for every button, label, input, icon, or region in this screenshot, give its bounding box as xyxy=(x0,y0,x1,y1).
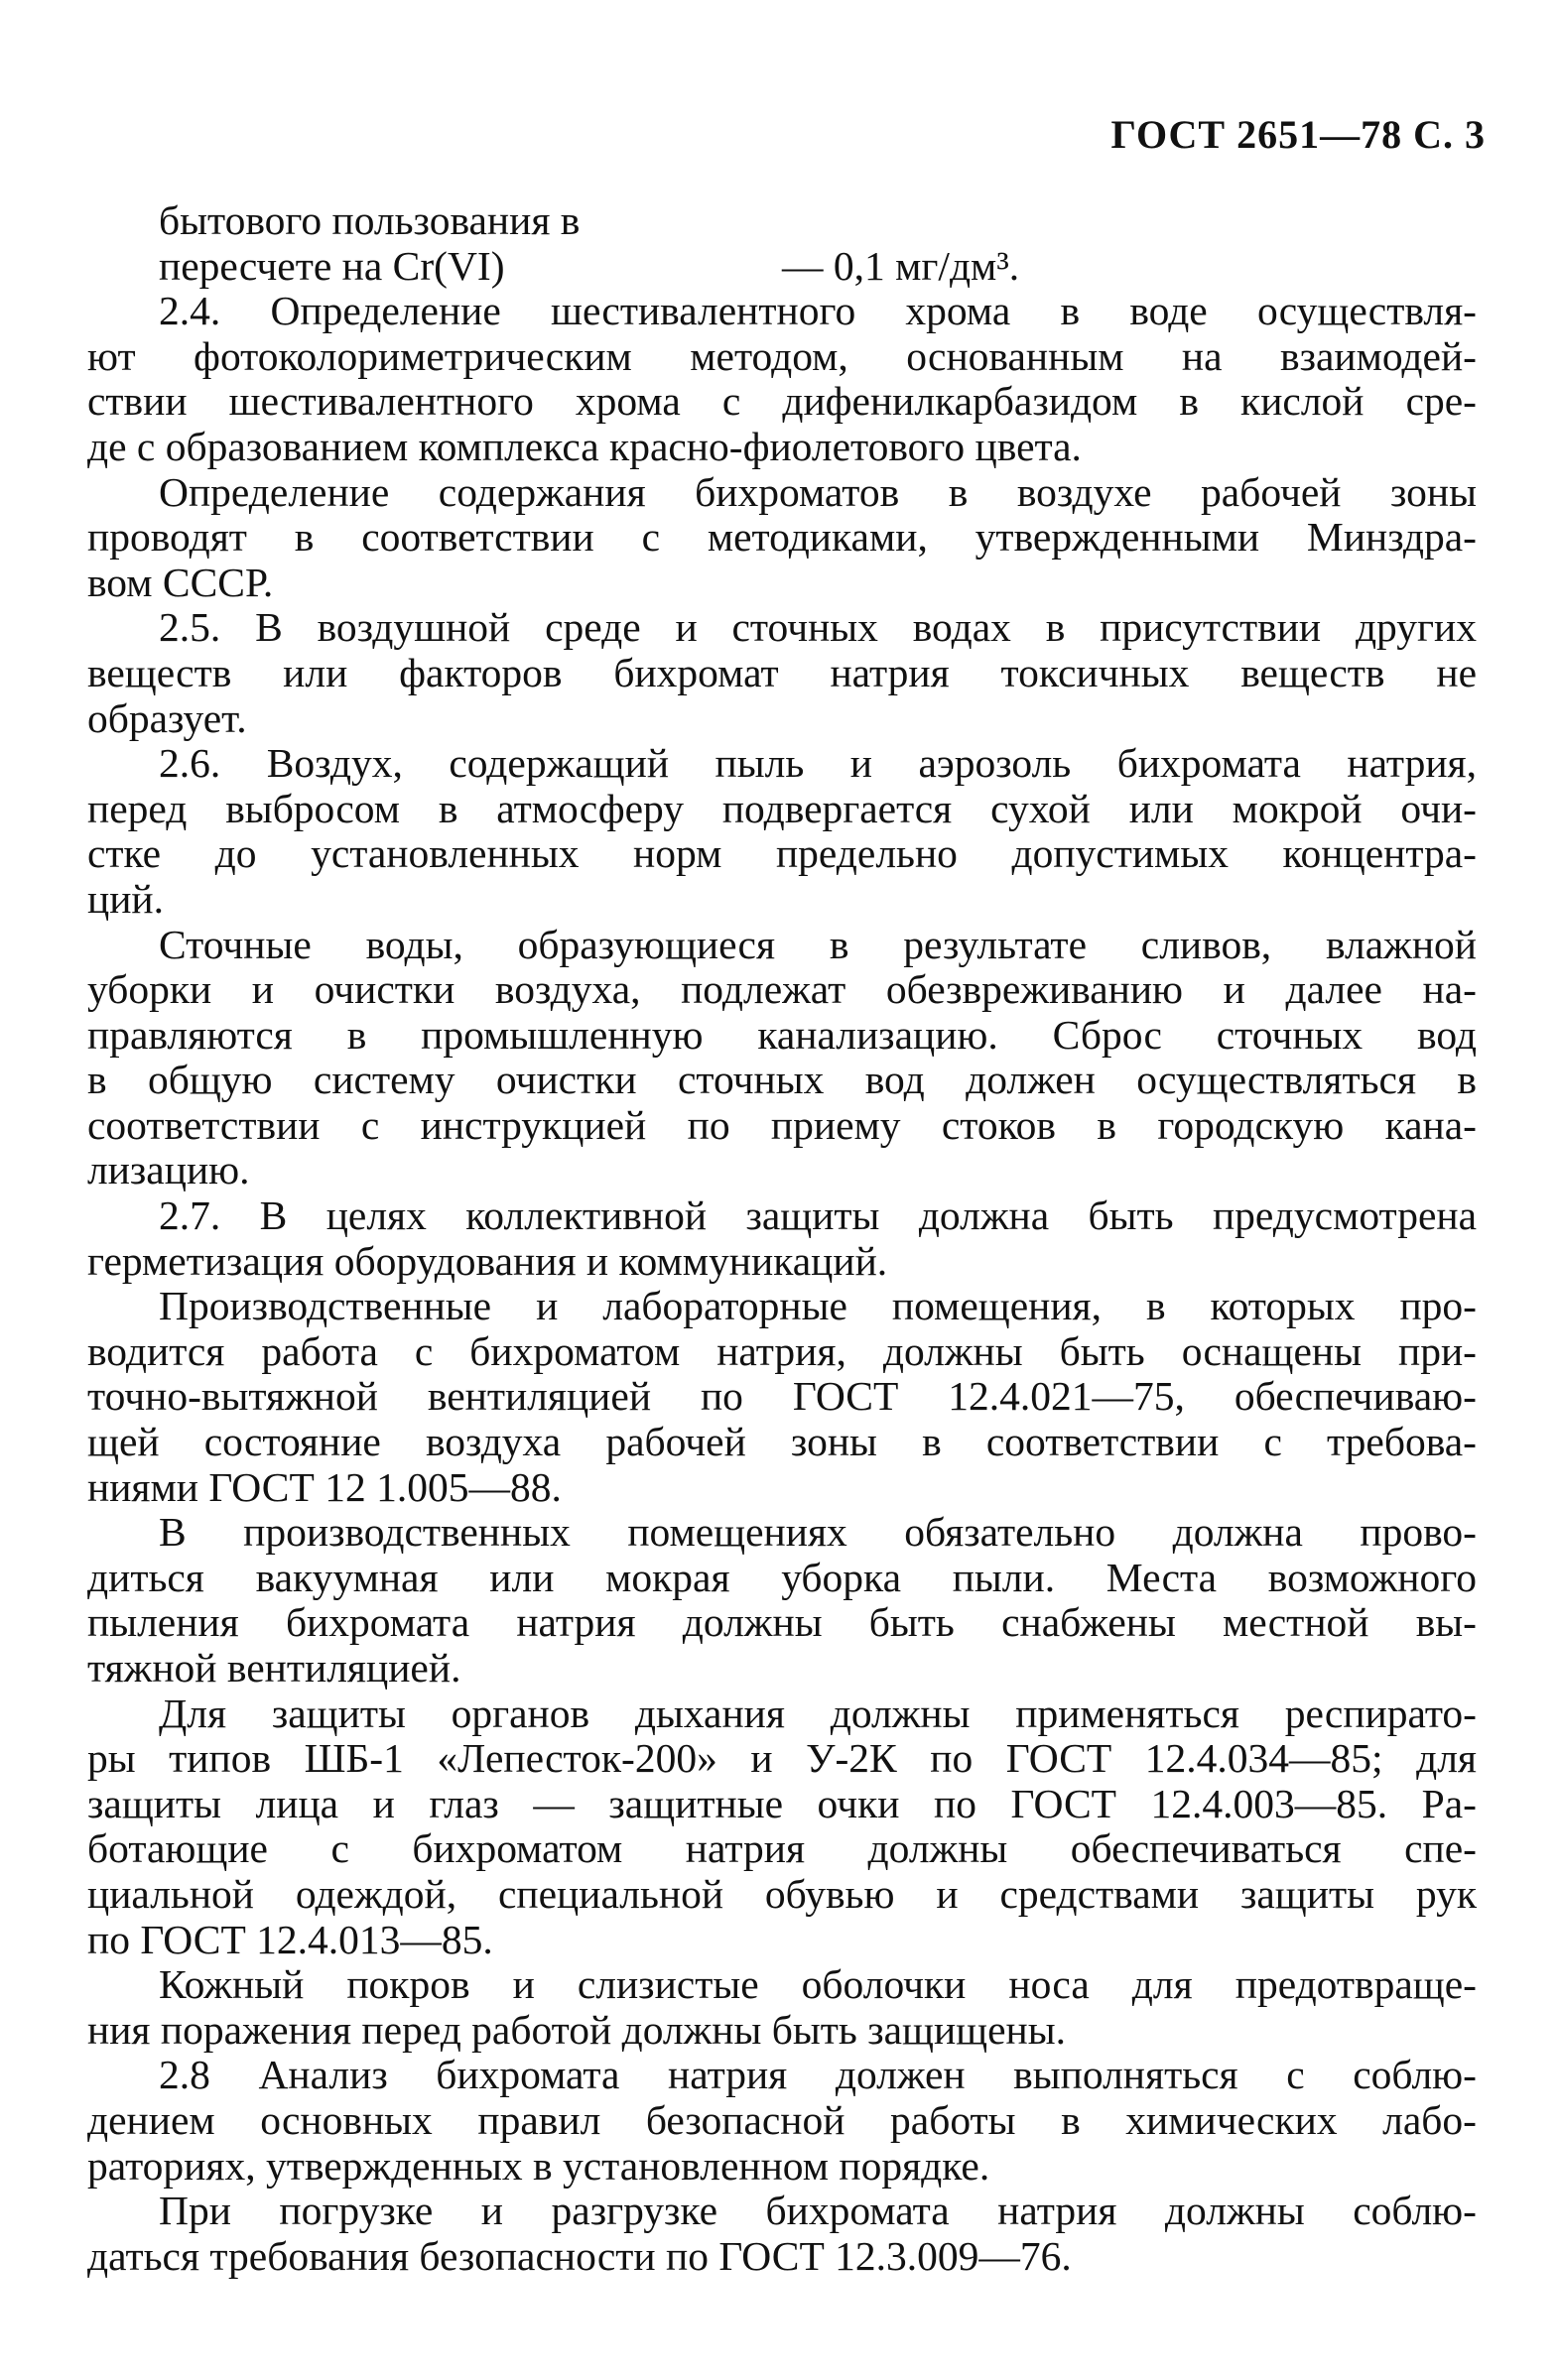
paragraph-line: тяжной вентиляцией. xyxy=(87,1645,461,1691)
paragraph-line: герметизация оборудования и коммуникаций. xyxy=(87,1237,888,1284)
paragraph-line: правляются в промышленную канализацию. Сброс сточных вод xyxy=(87,1011,1477,1058)
paragraph xyxy=(87,1284,1477,1510)
paragraph-line: в общую систему очистки сточных вод должен осуществляться в xyxy=(87,1057,1477,1103)
paragraph xyxy=(87,2189,1477,2279)
paragraph-line: ры типов ШБ-1 «Лепесток-200» и У-2К по ГОСТ 12.4.034—85; для xyxy=(87,1735,1477,1782)
paragraph-list xyxy=(87,289,1477,2279)
paragraph-line: 2.4. Определение шестивалентного хрома в воде осуществля- xyxy=(159,288,1477,334)
paragraph-line: При погрузке и разгрузке бихромата натрия должны соблю- xyxy=(159,2188,1477,2234)
paragraph xyxy=(87,470,1477,606)
paragraph-line: ют фотоколориметрическим методом, основанным на взаимодей- xyxy=(87,332,1477,379)
paragraph-line: даться требования безопасности по ГОСТ 12.3.009—76. xyxy=(87,2232,1072,2279)
paragraph-line: по ГОСТ 12.4.013—85. xyxy=(87,1916,493,1962)
paragraph-line: точно-вытяжной вентиляцией по ГОСТ 12.4.021—75, обеспечиваю- xyxy=(87,1373,1477,1420)
paragraph-line: пыления бихромата натрия должны быть снабжены местной вы- xyxy=(87,1599,1477,1646)
paragraph-line: ций. xyxy=(87,875,165,922)
intro-line-1: бытового пользования в xyxy=(159,197,581,243)
paragraph-line: циальной одеждой, специальной обувью и средствами защиты рук xyxy=(87,1870,1477,1917)
paragraph-line: 2.5. В воздушной среде и сточных водах в присутствии других xyxy=(159,604,1477,651)
paragraph-line: 2.6. Воздух, содержащий пыль и аэрозоль бихромата натрия, xyxy=(159,740,1477,787)
paragraph-line: раториях, утвержденных в установленном порядке. xyxy=(87,2142,990,2189)
paragraph-line: перед выбросом в атмосферу подвергается сухой или мокрой очи- xyxy=(87,785,1477,831)
paragraph-line: образует. xyxy=(87,694,247,741)
page-header: ГОСТ 2651—78 С. 3 xyxy=(1110,112,1486,157)
paragraph-line: веществ или факторов бихромат натрия токсичных веществ не xyxy=(87,649,1477,695)
paragraph-line: Кожный покров и слизистые оболочки носа для предотвраще- xyxy=(159,1961,1477,2008)
paragraph-line: ботающие с бихроматом натрия должны обеспечиваться спе- xyxy=(87,1825,1477,1872)
paragraph xyxy=(87,1962,1477,2053)
paragraph-line: вом СССР. xyxy=(87,559,274,605)
paragraph xyxy=(87,1510,1477,1691)
paragraph-line: 2.8 Анализ бихромата натрия должен выполняться с соблю- xyxy=(159,2052,1477,2098)
paragraph-line: ния поражения перед работой должны быть защищены. xyxy=(87,2006,1067,2053)
paragraph xyxy=(87,923,1477,1194)
paragraph-line: де с образованием комплекса красно-фиолетового цвета. xyxy=(87,423,1082,469)
document-body xyxy=(87,198,1477,2279)
paragraph-line: 2.7. В целях коллективной защиты должна быть предусмотрена xyxy=(159,1192,1477,1239)
paragraph-line: соответствии с инструкцией по приему стоков в городскую кана- xyxy=(87,1101,1477,1148)
paragraph-line: стке до установленных норм предельно допустимых концентра- xyxy=(87,830,1477,877)
paragraph-line: ниями ГОСТ 12 1.005—88. xyxy=(87,1463,562,1510)
paragraph xyxy=(87,605,1477,741)
intro-block xyxy=(87,198,1477,289)
paragraph xyxy=(87,1193,1477,1284)
paragraph-line: Производственные и лабораторные помещения, в которых про- xyxy=(159,1283,1477,1329)
paragraph-line: ствии шестивалентного хрома с дифенилкарбазидом в кислой сре- xyxy=(87,378,1477,425)
paragraph-line: лизацию. xyxy=(87,1147,250,1193)
paragraph-line: Определение содержания бихроматов в воздухе рабочей зоны xyxy=(159,468,1477,515)
paragraph-line: диться вакуумная или мокрая уборка пыли. Места возможного xyxy=(87,1554,1477,1600)
paragraph-line: водится работа с бихроматом натрия, должны быть оснащены при- xyxy=(87,1327,1477,1374)
paragraph-line: В производственных помещениях обязательно должна прово- xyxy=(159,1509,1477,1556)
paragraph-line: уборки и очистки воздуха, подлежат обезвреживанию и далее на- xyxy=(87,966,1477,1013)
paragraph-line: щей состояние воздуха рабочей зоны в соответствии с требова- xyxy=(87,1419,1477,1465)
paragraph xyxy=(87,2053,1477,2189)
intro-line-2 xyxy=(159,244,1477,290)
paragraph-line: Для защиты органов дыхания должны применяться респирато- xyxy=(159,1690,1477,1736)
paragraph xyxy=(87,741,1477,922)
intro-value: — 0,1 мг/дм³. xyxy=(782,242,1020,289)
paragraph-line: проводят в соответствии с методиками, утвержденными Минздра- xyxy=(87,514,1477,561)
intro-label: пересчете на Cr(VI) xyxy=(159,242,505,289)
paragraph xyxy=(87,289,1477,469)
paragraph xyxy=(87,1691,1477,1963)
paragraph-line: защиты лица и глаз — защитные очки по ГОСТ 12.4.003—85. Ра- xyxy=(87,1780,1477,1826)
paragraph-line: дением основных правил безопасной работы в химических лабо- xyxy=(87,2096,1477,2143)
paragraph-line: Сточные воды, образующиеся в результате сливов, влажной xyxy=(159,921,1477,967)
